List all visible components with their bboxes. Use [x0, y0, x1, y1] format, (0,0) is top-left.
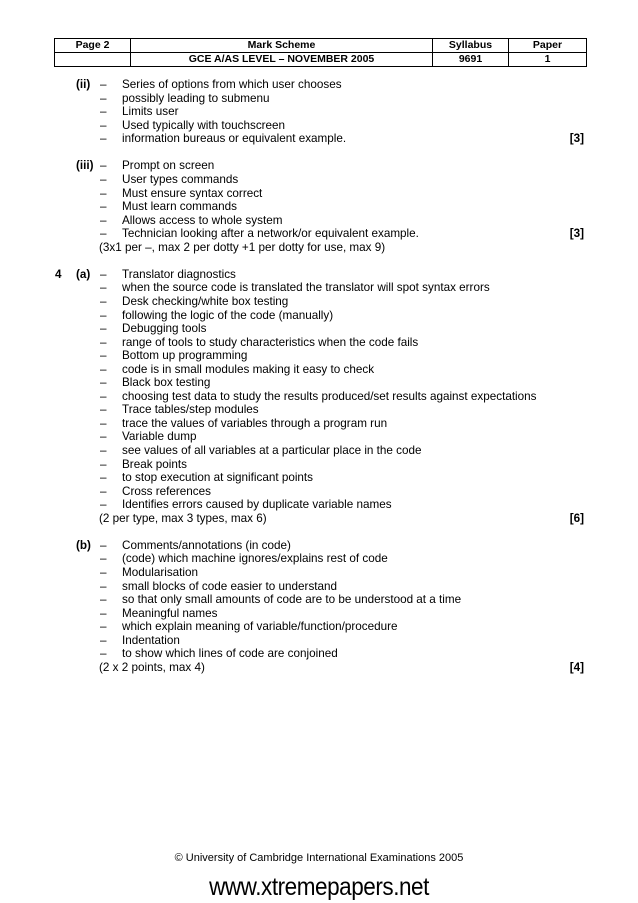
bullet-dash: –	[100, 349, 107, 363]
answer-text: when the source code is translated the translator will spot syntax errors	[122, 281, 490, 295]
answer-text: Variable dump	[122, 430, 197, 444]
answer-line	[0, 132, 638, 146]
answer-line	[0, 390, 638, 404]
marks-allocation: [3]	[569, 132, 584, 146]
answer-line	[0, 92, 638, 106]
answer-text: so that only small amounts of code are to be understood at a time	[122, 593, 462, 607]
bullet-dash: –	[100, 118, 107, 132]
question-part: (b)	[76, 538, 91, 552]
answer-line	[0, 498, 638, 512]
answer-text: range of tools to study characteristics when the code fails	[122, 335, 419, 349]
answer-text: see values of all variables at a particular place in the code	[122, 444, 422, 457]
answer-line	[0, 661, 638, 675]
answer-text: Indentation	[122, 633, 180, 647]
bullet-dash: –	[100, 403, 107, 417]
bullet-dash: –	[100, 606, 107, 620]
answer-text: choosing test data to study the results produced/set results against expectations	[122, 389, 537, 403]
answer-text: (code) which machine ignores/explains rest of code	[122, 552, 388, 566]
answer-text: Modularisation	[122, 566, 199, 579]
answer-line	[0, 173, 638, 187]
question-number: 4	[55, 267, 62, 281]
answer-text: Translator diagnostics	[122, 267, 236, 281]
answer-text: Black box testing	[122, 376, 211, 390]
bullet-dash: –	[100, 552, 107, 566]
answer-line	[0, 485, 638, 499]
answer-text: Cross references	[122, 484, 211, 498]
bullet-dash: –	[100, 335, 107, 349]
answer-line	[0, 336, 638, 350]
bullet-dash: –	[100, 91, 107, 105]
bullet-dash: –	[100, 159, 107, 173]
bullet-dash: –	[100, 647, 107, 661]
answer-text: to show which lines of code are conjoined	[122, 647, 338, 661]
answer-line	[0, 566, 638, 580]
answer-text: Comments/annotations (in code)	[122, 538, 291, 552]
bullet-dash: –	[100, 294, 107, 308]
header-blank-cell	[55, 53, 131, 67]
answer-text: (2 per type, max 3 types, max 6)	[99, 511, 267, 525]
answer-text: small blocks of code easier to understand	[122, 579, 338, 593]
answer-line	[0, 552, 638, 566]
bullet-dash: –	[100, 620, 107, 634]
bullet-dash: –	[100, 430, 107, 444]
answer-line	[0, 363, 638, 377]
bullet-dash: –	[100, 78, 107, 91]
bullet-dash: –	[100, 132, 107, 146]
answer-line	[0, 430, 638, 444]
answer-line	[0, 105, 638, 119]
answer-text: Allows access to whole system	[122, 213, 283, 227]
bullet-dash: –	[100, 172, 107, 186]
answer-text: (2 x 2 points, max 4)	[99, 660, 205, 674]
answer-line	[0, 241, 638, 255]
answer-text: Break points	[122, 457, 187, 471]
answer-line	[0, 159, 638, 173]
copyright-footer: © University of Cambridge International Examinations 2005	[174, 852, 464, 864]
answer-text: Limits user	[122, 105, 179, 119]
answer-text: Bottom up programming	[122, 349, 248, 363]
scheme-label: Mark Scheme	[131, 39, 433, 53]
bullet-dash: –	[100, 376, 107, 390]
answer-text: Prompt on screen	[122, 159, 215, 173]
answer-line	[0, 634, 638, 648]
header-table	[54, 38, 587, 67]
answer-line	[0, 417, 638, 431]
answer-line	[0, 187, 638, 201]
answer-text: Used typically with touchscreen	[122, 118, 286, 132]
answer-line	[0, 214, 638, 228]
answer-line	[0, 268, 638, 282]
answer-text: User types commands	[122, 172, 239, 186]
answer-text: which explain meaning of variable/function/procedure	[122, 620, 398, 634]
answer-line	[0, 471, 638, 485]
answer-line	[0, 620, 638, 634]
bullet-dash: –	[100, 362, 107, 376]
answer-line	[0, 607, 638, 621]
bullet-dash: –	[100, 267, 107, 281]
paper-number: 1	[509, 53, 587, 67]
answer-line	[0, 512, 638, 526]
answer-line	[0, 119, 638, 133]
answer-line	[0, 200, 638, 214]
exam-title: GCE A/AS LEVEL – NOVEMBER 2005	[131, 53, 433, 67]
bullet-dash: –	[100, 471, 107, 485]
answer-text: Meaningful names	[122, 606, 218, 620]
answer-text: Must learn commands	[122, 200, 237, 213]
bullet-dash: –	[100, 444, 107, 457]
answer-text: Series of options from which user chooses	[122, 78, 342, 91]
bullet-dash: –	[100, 308, 107, 322]
answer-text: Must ensure syntax correct	[122, 186, 263, 200]
paper-label: Paper	[509, 39, 587, 53]
answer-line	[0, 376, 638, 390]
bullet-dash: –	[100, 227, 107, 241]
bullet-dash: –	[100, 200, 107, 213]
question-part: (iii)	[76, 159, 94, 173]
bullet-dash: –	[100, 186, 107, 200]
marks-allocation: [4]	[569, 660, 584, 674]
bullet-dash: –	[100, 105, 107, 119]
bullet-dash: –	[100, 416, 107, 430]
answer-text: Debugging tools	[122, 322, 207, 335]
answer-text: possibly leading to submenu	[122, 91, 270, 105]
syllabus-label: Syllabus	[433, 39, 509, 53]
bullet-dash: –	[100, 498, 107, 512]
answer-text: Technician looking after a network/or equivalent example.	[122, 227, 419, 241]
answer-text: to stop execution at significant points	[122, 471, 314, 485]
answer-line	[0, 444, 638, 458]
syllabus-code: 9691	[433, 53, 509, 67]
bullet-dash: –	[100, 457, 107, 471]
bullet-dash: –	[100, 281, 107, 295]
bullet-dash: –	[100, 593, 107, 607]
bullet-dash: –	[100, 322, 107, 335]
answer-line	[0, 539, 638, 553]
answer-line	[0, 295, 638, 309]
answer-text: following the logic of the code (manually)	[122, 308, 334, 322]
marks-allocation: [3]	[569, 227, 584, 241]
answer-line	[0, 322, 638, 336]
bullet-dash: –	[100, 389, 107, 403]
question-part: (ii)	[76, 78, 91, 91]
answer-line	[0, 458, 638, 472]
marks-allocation: [6]	[569, 511, 584, 525]
answer-text: Desk checking/white box testing	[122, 294, 289, 308]
answer-line	[0, 349, 638, 363]
answer-text: Identifies errors caused by duplicate variable names	[122, 498, 392, 512]
answer-line	[0, 78, 638, 92]
bullet-dash: –	[100, 579, 107, 593]
answer-text: (3x1 per –, max 2 per dotty +1 per dotty for use, max 9)	[99, 240, 386, 254]
bullet-dash: –	[100, 538, 107, 552]
header-row-values	[55, 53, 587, 67]
bullet-dash: –	[100, 484, 107, 498]
answer-text: trace the values of variables through a program run	[122, 416, 388, 430]
header-row-labels	[55, 39, 587, 53]
answer-line	[0, 281, 638, 295]
watermark: www.xtremepapers.net	[209, 873, 429, 901]
answer-text: information bureaus or equivalent example.	[122, 132, 347, 146]
answer-text: Trace tables/step modules	[122, 403, 259, 417]
bullet-dash: –	[100, 566, 107, 579]
answer-line	[0, 227, 638, 241]
bullet-dash: –	[100, 633, 107, 647]
answer-line	[0, 593, 638, 607]
answer-line	[0, 309, 638, 323]
answer-text: code is in small modules making it easy to check	[122, 362, 375, 376]
page-label: Page 2	[55, 39, 131, 53]
question-part: (a)	[76, 267, 91, 281]
answer-line	[0, 647, 638, 661]
answer-line	[0, 403, 638, 417]
answer-line	[0, 580, 638, 594]
bullet-dash: –	[100, 213, 107, 227]
